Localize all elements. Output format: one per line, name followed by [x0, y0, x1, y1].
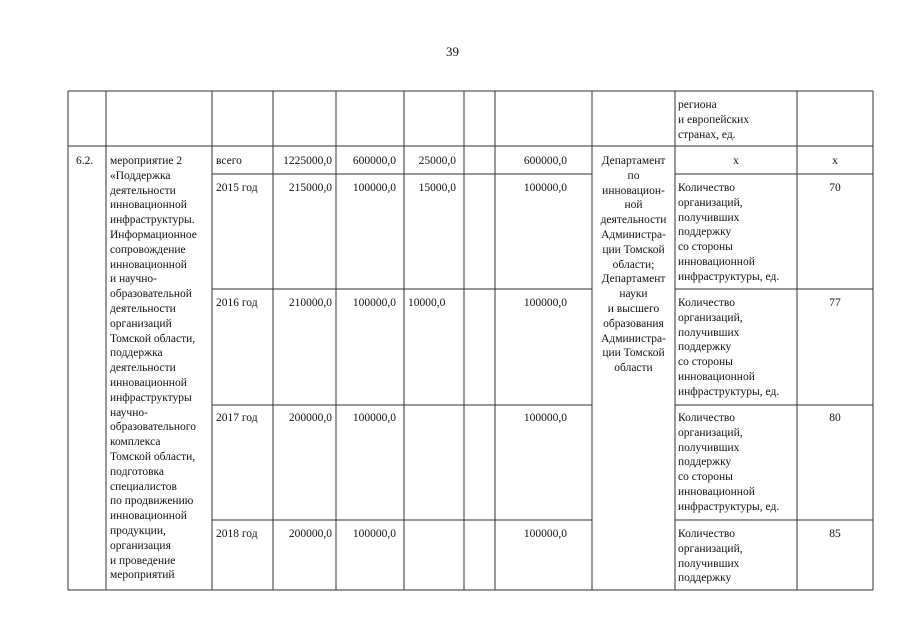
row-number: 6.2.	[76, 155, 94, 167]
funding-cell-1: 100000,0	[352, 297, 396, 309]
total-cell: 215000,0	[288, 182, 332, 194]
executor: Департамент по инновацион- ной деятельности Администра- ции Томской области; Департамент науки и высшего образования Администра- ции Томской области	[600, 155, 667, 375]
indicator-value: х	[832, 155, 838, 167]
indicator-cell: Количество организаций, получивших поддержку	[678, 528, 743, 585]
funding-cell-4: 100000,0	[523, 412, 567, 424]
funding-cell-4: 100000,0	[523, 182, 567, 194]
indicator-value: 85	[829, 528, 841, 540]
header-indicator-text: региона и европейских странах, ед.	[678, 99, 750, 141]
funding-cell-1: 600000,0	[352, 155, 396, 167]
indicator-cell: Количество организаций, получивших поддержку со стороны инновационной инфраструктуры, ед.	[678, 182, 780, 283]
funding-cell-2: 25000,0	[418, 155, 456, 167]
funding-cell-1: 100000,0	[352, 182, 396, 194]
funding-cell-4: 100000,0	[523, 297, 567, 309]
total-cell: 210000,0	[288, 297, 332, 309]
funding-cell-4: 600000,0	[523, 155, 567, 167]
indicator-cell: Количество организаций, получивших поддержку со стороны инновационной инфраструктуры, ед.	[678, 297, 780, 398]
measure-name: мероприятие 2 «Поддержка деятельности инновационной инфраструктуры. Информационное сопровождение инновационной и научно- образовательной деятельности организаций Томской области, поддержка деятельности инновационной инфраструктуры научно- образовательного комплекса Томской области, подготовка специалистов по продвижению инновационной продукции, организация и проведение мероприятий	[110, 155, 197, 582]
indicator-value: 80	[829, 412, 841, 424]
indicator-cell: Количество организаций, получивших поддержку со стороны инновационной инфраструктуры, ед.	[678, 412, 780, 513]
funding-cell-4: 100000,0	[523, 528, 567, 540]
year-cell: 2015 год	[216, 182, 258, 194]
indicator-value: 70	[829, 182, 841, 194]
funding-cell-1: 100000,0	[352, 528, 396, 540]
page-number: 39	[446, 44, 459, 59]
year-cell: 2016 год	[216, 297, 258, 309]
total-cell: 1225000,0	[283, 155, 332, 167]
indicator-cell: х	[733, 155, 739, 167]
year-cell: всего	[216, 155, 242, 167]
year-cell: 2017 год	[216, 412, 258, 424]
funding-cell-1: 100000,0	[352, 412, 396, 424]
year-cell: 2018 год	[216, 528, 258, 540]
funding-cell-2: 10000,0	[408, 297, 446, 309]
funding-cell-2: 15000,0	[418, 182, 456, 194]
total-cell: 200000,0	[288, 412, 332, 424]
total-cell: 200000,0	[288, 528, 332, 540]
indicator-value: 77	[829, 297, 841, 309]
